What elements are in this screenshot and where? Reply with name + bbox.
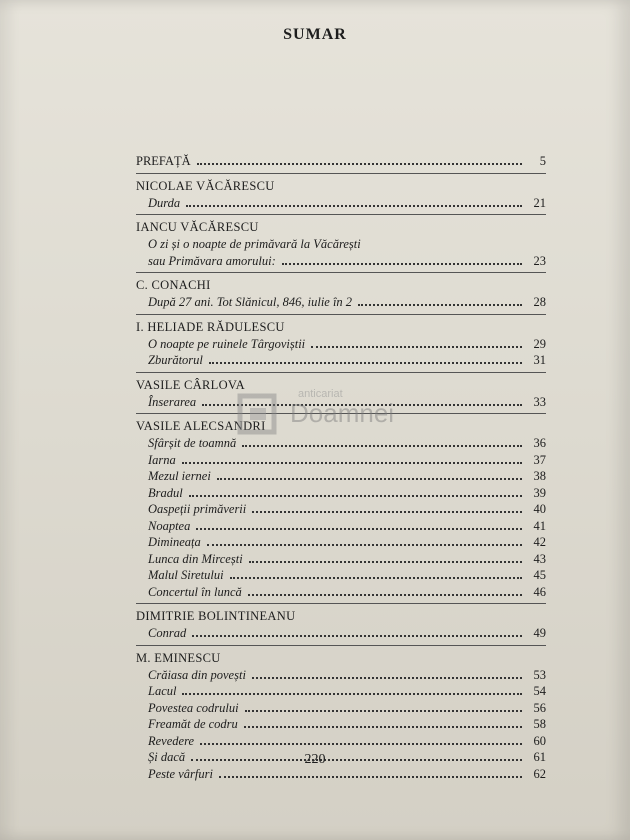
toc-row xyxy=(136,352,546,369)
poem-title: Sfârșit de toamnă xyxy=(148,436,237,450)
toc-section xyxy=(136,373,546,415)
dot-leader xyxy=(252,511,522,513)
page-ref: 36 xyxy=(533,436,546,450)
dot-leader xyxy=(242,445,522,447)
author-name: IANCU VĂCĂRESCU xyxy=(136,220,259,234)
page-title: SUMAR xyxy=(283,26,347,43)
toc-row xyxy=(136,683,546,700)
toc-section xyxy=(136,215,546,273)
author-name: DIMITRIE BOLINTINEANU xyxy=(136,609,296,623)
toc-section xyxy=(136,150,546,174)
toc-row xyxy=(136,716,546,733)
dot-leader xyxy=(245,710,522,712)
poem-title: Malul Siretului xyxy=(148,568,224,582)
poem-title-line: O zi și o noapte de primăvară la Văcărești xyxy=(148,237,361,251)
toc-row xyxy=(136,468,546,485)
page-ref: 21 xyxy=(533,195,546,210)
page-ref: 31 xyxy=(533,353,546,367)
page-ref: 58 xyxy=(533,717,546,731)
poem-title: Zburătorul xyxy=(148,353,203,367)
section-heading: PREFAȚĂ xyxy=(136,154,191,168)
toc-row xyxy=(136,551,546,568)
poem-title: Noaptea xyxy=(148,518,191,533)
dot-leader xyxy=(182,693,522,695)
poem-title: Oaspeții primăverii xyxy=(148,502,247,516)
dot-leader xyxy=(311,346,522,348)
toc-row xyxy=(136,584,546,601)
poem-title: Revedere xyxy=(148,733,195,748)
toc-row xyxy=(136,501,546,518)
page-ref: 49 xyxy=(533,626,546,640)
toc-row xyxy=(136,394,546,411)
toc-row xyxy=(136,452,546,469)
toc-section xyxy=(136,604,546,646)
poem-title: Și dacă xyxy=(148,750,186,764)
toc-section xyxy=(136,174,546,216)
poem-title: Concertul în luncă xyxy=(148,584,242,599)
dot-leader xyxy=(252,677,522,679)
page-ref: 28 xyxy=(533,295,546,309)
poem-title: După 27 ani. Tot Slănicul, 846, iulie în 2 xyxy=(148,295,353,309)
poem-title-multiline xyxy=(136,236,546,269)
page-ref: 38 xyxy=(533,469,546,483)
poem-title: Bradul xyxy=(148,485,183,500)
page-ref: 33 xyxy=(533,394,546,409)
poem-title: Freamăt de codru xyxy=(148,717,238,731)
dot-leader xyxy=(197,163,522,165)
poem-title: O noapte pe ruinele Târgoviștii xyxy=(148,336,306,351)
dot-leader xyxy=(219,776,522,778)
poem-title: Lunca din Mircești xyxy=(148,551,243,566)
page-ref: 43 xyxy=(533,551,546,566)
page-ref: 54 xyxy=(533,684,546,698)
author-name: C. CONACHI xyxy=(136,278,211,292)
dot-leader xyxy=(244,726,522,728)
dot-leader xyxy=(217,478,522,480)
watermark-small-text: anticariat xyxy=(298,388,343,400)
page-ref: 46 xyxy=(533,584,546,599)
author-name: VASILE CÂRLOVA xyxy=(136,377,245,392)
page-ref: 62 xyxy=(533,766,546,781)
page-ref: 56 xyxy=(533,700,546,715)
dot-leader xyxy=(186,205,522,207)
page-ref: 40 xyxy=(533,502,546,516)
table-of-contents xyxy=(136,150,546,785)
poem-title-line: sau Primăvara amorului: xyxy=(148,253,276,268)
poem-title: Lacul xyxy=(148,684,177,698)
dot-leader xyxy=(189,495,522,497)
dot-leader xyxy=(202,404,522,406)
dot-leader xyxy=(192,635,522,637)
toc-row xyxy=(136,336,546,353)
poem-title: Conrad xyxy=(148,626,187,640)
poem-title: Povestea codrului xyxy=(148,700,239,715)
toc-row xyxy=(136,733,546,750)
page-ref: 5 xyxy=(539,154,546,168)
author-name: I. HELIADE RĂDULESCU xyxy=(136,319,285,334)
toc-row xyxy=(148,253,546,270)
page-ref: 29 xyxy=(533,336,546,351)
toc-row xyxy=(136,567,546,584)
poem-title: Peste vârfuri xyxy=(148,766,213,781)
dot-leader xyxy=(358,304,522,306)
poem-title: Durda xyxy=(148,195,181,210)
page-ref: 42 xyxy=(533,535,546,549)
dot-leader xyxy=(230,577,522,579)
dot-leader xyxy=(200,743,522,745)
page-number: 220 xyxy=(304,752,326,767)
dot-leader xyxy=(282,263,522,265)
poem-title: Crăiasa din povești xyxy=(148,667,246,682)
dot-leader xyxy=(248,594,522,596)
toc-row xyxy=(136,485,546,502)
author-name: NICOLAE VĂCĂRESCU xyxy=(136,178,275,193)
author-name: M. EMINESCU xyxy=(136,650,221,665)
toc-section xyxy=(136,273,546,315)
page-ref: 45 xyxy=(533,568,546,582)
toc-row xyxy=(136,294,546,311)
toc-row xyxy=(136,667,546,684)
page-ref: 60 xyxy=(533,733,546,748)
dot-leader xyxy=(196,528,522,530)
page-ref: 41 xyxy=(533,518,546,533)
page-ref: 23 xyxy=(533,253,546,268)
dot-leader xyxy=(249,561,522,563)
toc-section xyxy=(136,414,546,604)
toc-row xyxy=(136,625,546,642)
poem-title: Dimineața xyxy=(148,535,201,549)
page-ref: 37 xyxy=(533,452,546,467)
toc-section xyxy=(136,315,546,373)
toc-row xyxy=(136,534,546,551)
toc-row xyxy=(136,435,546,452)
toc-row xyxy=(136,153,546,170)
toc-row xyxy=(136,518,546,535)
author-name: VASILE ALECSANDRI xyxy=(136,419,266,433)
poem-title: Mezul iernei xyxy=(148,469,211,483)
page-ref: 53 xyxy=(533,667,546,682)
watermark-big-text: Doamnei xyxy=(290,398,395,428)
toc-row xyxy=(136,700,546,717)
dot-leader xyxy=(207,544,522,546)
dot-leader xyxy=(209,362,522,364)
page-ref: 39 xyxy=(533,485,546,500)
dot-leader xyxy=(182,462,522,464)
poem-title: Iarna xyxy=(148,452,176,467)
page-ref: 61 xyxy=(533,750,546,764)
toc-row xyxy=(136,195,546,212)
poem-title: Înserarea xyxy=(148,394,197,409)
